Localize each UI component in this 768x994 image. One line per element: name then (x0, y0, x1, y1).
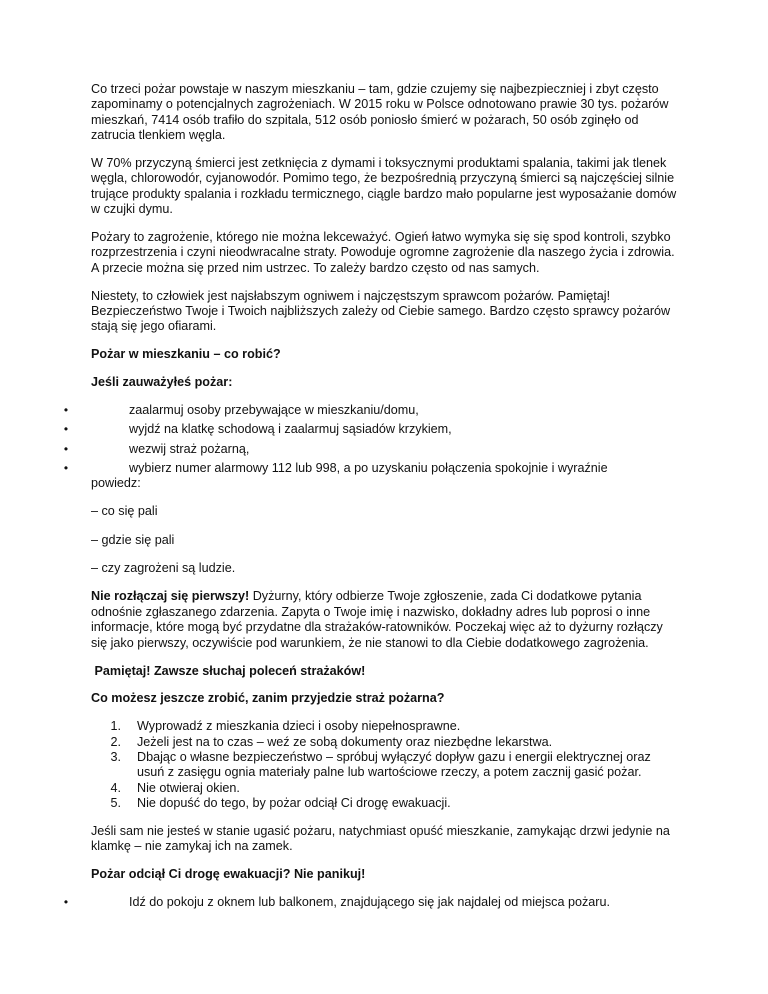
dont-hang-up-text: Dyżurny, który odbierze Twoje zgłoszenie, zada Ci dodatkowe pytania odnośnie zgłaszanego zdarzenia. Zapyta o Twoje imię i nazwisko, dokładny adres lub poprosi o inne informacje, które mogą być przydatne dla strażaków-ratowników. Poczekaj więc aż to dyżurny rozłączy się jako pierwszy, oczywiście pod warunkiem, że nie stanowi to dla Ciebie dodatkowego zagrożenia. (91, 589, 663, 650)
list-item (63, 461, 681, 492)
list-item-text: Nie dopuść do tego, by pożar odciął Ci drogę ewakuacji. (137, 796, 451, 811)
list-item-continuation: powiedz: (91, 476, 141, 491)
heading-what-else: Co możesz jeszcze zrobić, zanim przyjedzie straż pożarna? (91, 691, 445, 706)
list-item-text: Nie otwieraj okien. (137, 780, 240, 795)
paragraph-intro: Co trzeci pożar powstaje w naszym mieszkaniu – tam, gdzie czujemy się najbezpieczniej i zbyt często zapominamy o potencjalnych zagrożeniach. W 2015 roku w Polsce odnotowano prawie 30 tys. pożarów mieszkań, 7414 osób trafiło do szpitala, 512 osób poniosło śmierć w pożarach, 50 osób zginęło od zatrucia tlenkiem węgla. (91, 82, 669, 143)
heading-evacuation-cut: Pożar odciął Ci drogę ewakuacji? Nie panikuj! (91, 867, 366, 882)
paragraph-danger: Pożary to zagrożenie, którego nie można lekceważyć. Ogień łatwo wymyka się się spod kontroli, szybko rozprzestrzenia i czyni nieodwracalne straty. Powoduje ogromne zagrożenie dla naszego życia i zdrowia. A przecie można się przed nim ustrzec. To zależy bardzo często od nas samych. (91, 230, 675, 275)
bullet-icon: • (63, 894, 69, 909)
paragraph-dont-hang-up (91, 589, 681, 651)
list-item (91, 781, 681, 796)
list-item (91, 750, 681, 781)
dash-line-what: – co się pali (91, 504, 158, 519)
heading-listen-firefighters: Pamiętaj! Zawsze słuchaj poleceń strażaków! (91, 663, 366, 678)
bullet-icon: • (63, 422, 69, 437)
paragraph-causes: W 70% przyczyną śmierci jest zetknięcia z dymami i toksycznymi produktami spalania, takimi jak tlenek węgla, chlorowodór, cyjanowodór. Pomimo tego, że bezpośrednią przyczyną śmierci są najczęściej silnie trujące produkty spalania i rozkładu termicznego, ciągle bardzo mało popularne jest wyposażanie domów w czujki dymu. (91, 156, 677, 217)
list-item (91, 796, 681, 811)
list-number: 4. (110, 780, 121, 795)
list-item-text: zaalarmuj osoby przebywające w mieszkaniu/domu, (129, 402, 419, 417)
list-number: 5. (110, 796, 121, 811)
bullet-list-actions (63, 402, 681, 492)
list-item-text: Dbając o własne bezpieczeństwo – spróbuj wyłączyć dopływ gazu i energii elektrycznej oraz usuń z zasięgu ognia materiały palne lub wartościowe rzeczy, a potem zacznij gasić pożar. (137, 749, 651, 780)
list-item-text: Jeżeli jest na to czas – weź ze sobą dokumenty oraz niezbędne lekarstwa. (137, 734, 553, 749)
list-item (91, 735, 681, 750)
paragraph-human-factor: Niestety, to człowiek jest najsłabszym ogniwem i najczęstszym sprawcom pożarów. Pamiętaj! Bezpieczeństwo Twoje i Twoich najbliższych zależy od Ciebie samego. Bardzo często sprawcy pożarów stają się jego ofiarami. (91, 288, 671, 334)
heading-if-noticed: Jeśli zauważyłeś pożar: (91, 375, 233, 390)
list-item-text: Wyprowadź z mieszkania dzieci i osoby niepełnosprawne. (137, 719, 461, 734)
document-page (63, 82, 681, 914)
list-item (63, 422, 681, 437)
bullet-list-evacuation (63, 894, 681, 910)
list-number: 2. (110, 734, 121, 749)
list-number: 1. (110, 719, 121, 734)
dash-line-people: – czy zagrożeni są ludzie. (91, 561, 236, 576)
emphasis-dont-hang-up: Nie rozłączaj się pierwszy! (91, 589, 250, 604)
list-item (63, 402, 681, 418)
list-item (63, 441, 681, 457)
bullet-icon: • (63, 461, 69, 476)
list-number: 3. (110, 749, 121, 764)
list-item (91, 719, 681, 734)
paragraph-leave-flat: Jeśli sam nie jesteś w stanie ugasić pożaru, natychmiast opuść mieszkanie, zamykając drzwi jedynie na klamkę – nie zamykaj ich na zamek. (91, 823, 670, 854)
list-item-text: wybierz numer alarmowy 112 lub 998, a po uzyskaniu połączenia spokojnie i wyraźnie (129, 461, 608, 476)
bullet-icon: • (63, 402, 69, 417)
list-item (63, 894, 681, 910)
heading-fire-at-home: Pożar w mieszkaniu – co robić? (91, 347, 281, 362)
list-item-text: Idź do pokoju z oknem lub balkonem, znajdującego się jak najdalej od miejsca pożaru. (129, 894, 610, 909)
numbered-list-steps (91, 719, 681, 811)
dash-line-where: – gdzie się pali (91, 532, 175, 547)
list-item-text: wezwij straż pożarną, (129, 441, 250, 456)
list-item-text: wyjdź na klatkę schodową i zaalarmuj sąsiadów krzykiem, (129, 422, 452, 437)
bullet-icon: • (63, 441, 69, 456)
